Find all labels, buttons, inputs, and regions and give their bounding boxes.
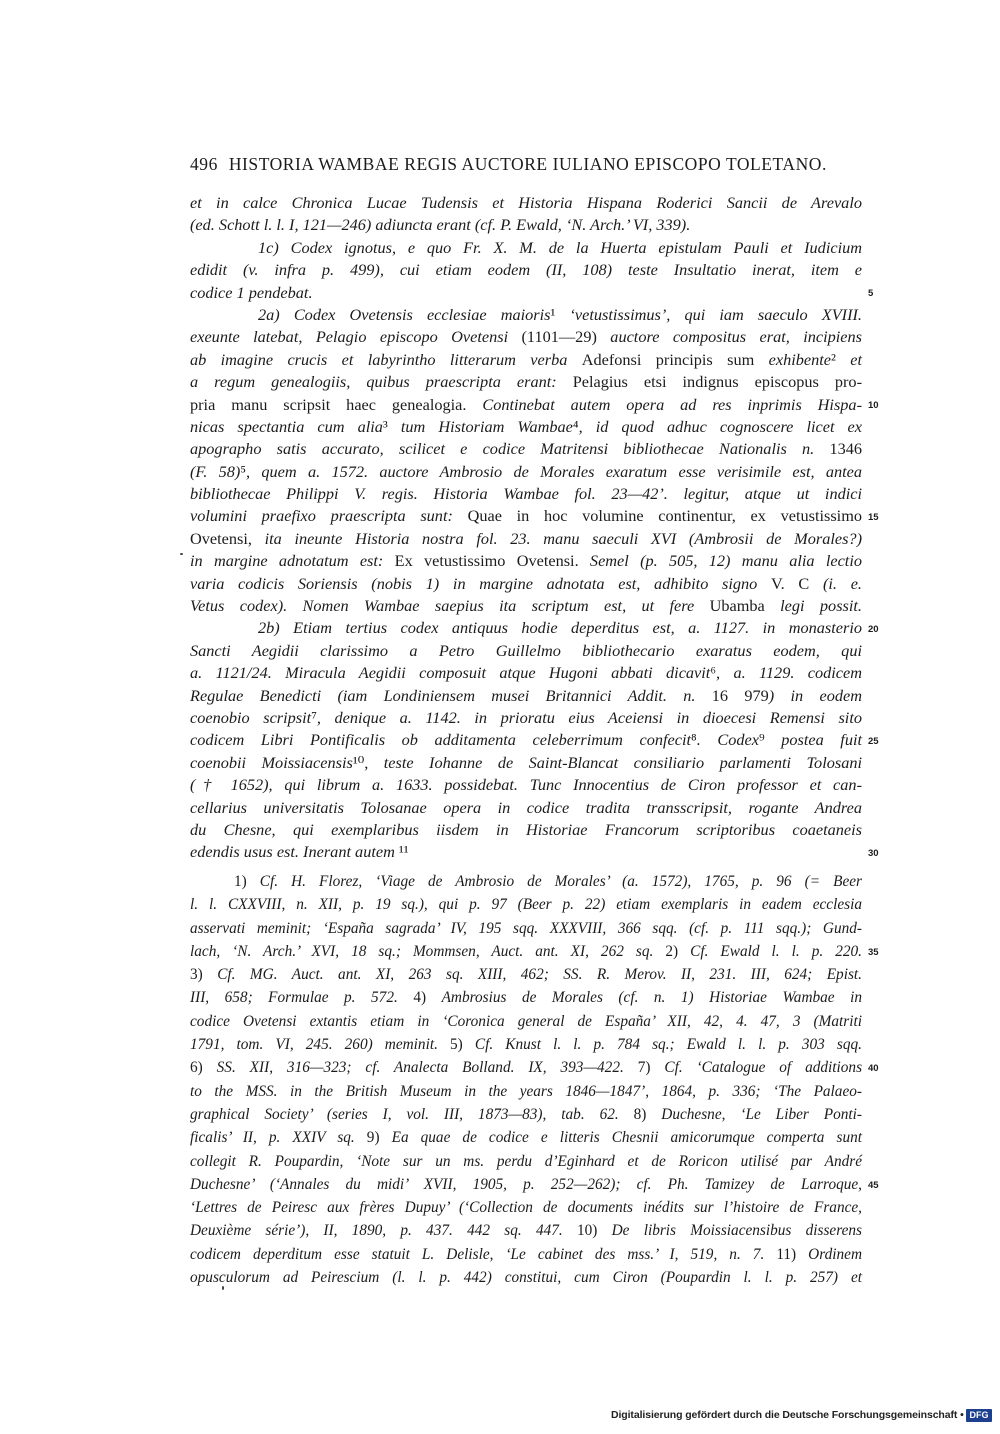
text-run: pria manu scripsit haec genealogia. <box>190 394 467 414</box>
margin-line-number: 35 <box>868 946 879 958</box>
running-header <box>190 154 870 175</box>
text-run: . Codex <box>696 730 759 750</box>
text-run: 11) <box>776 1245 809 1263</box>
body-line <box>190 550 862 572</box>
text-run: postea fuit <box>764 730 863 750</box>
text-run: codicem deperditum esse statuit L. Delisle, ‘Le cabinet des mss.’ I, 519, n. 7. <box>190 1245 777 1263</box>
text-run: Semel (p. 505, 12) manu alia lectio <box>578 551 862 571</box>
margin-line-number: 25 <box>868 735 879 747</box>
text-run: Pelagius etsi indignus episcopus pro- <box>572 372 862 392</box>
text-run: Ordinem <box>808 1245 862 1263</box>
body-line <box>190 394 862 416</box>
text-run: Deuxième série’), II, 1890, p. 437. 442 sq. 447. <box>190 1222 577 1240</box>
text-run: ‘vetustissimus’, qui iam saeculo XVIII. <box>555 304 862 324</box>
body-line <box>190 841 862 863</box>
text-run: 4) <box>413 989 442 1007</box>
dfg-logo: DFG <box>966 1409 992 1422</box>
footnote-line <box>190 1266 862 1289</box>
text-run: asservati meminit; ‘España sagrada’ IV, 195 sqq. XXXVIII, 366 sqq. (cf. p. 111 sqq.); Gund- <box>190 919 862 937</box>
text-run: († 1652), qui librum a. 1633. possidebat. Tunc Innocentius de Ciron professor et can- <box>190 775 862 795</box>
text-run: codice Ovetensi extantis etiam in ‘Coronica general de España’ XII, 42, 4. 47, 3 (Matriti <box>190 1012 862 1030</box>
text-run: , a. 1129. codicem <box>716 663 862 683</box>
footnote-line <box>190 1196 862 1219</box>
text-run: legi possit. <box>764 596 862 616</box>
text-run: exhibente <box>754 349 831 369</box>
text-run: 1346 <box>829 439 862 459</box>
text-run: 3) <box>190 966 218 984</box>
text-run: 8) <box>633 1105 662 1123</box>
text-run: 1c) Codex ignotus, e quo Fr. X. M. de la Huerta epistulam Pauli et Iudicium <box>258 237 862 257</box>
text-run: Ambrosius de Morales (cf. n. 1) Historiae Wambae in <box>441 989 862 1007</box>
footnote-line <box>190 870 862 893</box>
margin-line-number: 10 <box>868 399 879 411</box>
digitization-credit: Digitalisierung gefördert durch die Deutsche Forschungsgemeinschaft • <box>611 1409 964 1421</box>
text-run: 1791, tom. VI, 245. 260) meminit. <box>190 1036 451 1054</box>
text-run: (1101—29) <box>521 327 597 347</box>
footnote-line <box>190 1010 862 1033</box>
footnotes-block <box>190 870 862 1289</box>
text-run: ¹⁰ <box>352 752 365 772</box>
body-line <box>190 729 862 751</box>
footnote-line <box>190 1080 862 1103</box>
text-run: nicas spectantia cum alia <box>190 416 383 436</box>
body-line <box>190 819 862 841</box>
footnote-line <box>190 1243 862 1266</box>
text-run: 16 979 <box>711 685 769 705</box>
text-run: 2a) Codex Ovetensis ecclesiae maioris <box>258 304 551 324</box>
body-line <box>190 595 862 617</box>
text-run: Ea quae de codice e litteris Chesnii amicorumque comperta sunt <box>391 1129 862 1147</box>
body-line <box>190 237 862 259</box>
body-line <box>190 774 862 796</box>
footnote-line <box>190 917 862 940</box>
footnote-line <box>190 986 862 1009</box>
text-run: Adefonsi principis sum <box>581 349 755 369</box>
text-run: Ex vetustissimo Ovetensi. <box>394 551 579 571</box>
text-run: Continebat autem opera ad res inprimis Hispa- <box>466 394 862 414</box>
text-run: ⁹ <box>758 730 765 750</box>
text-run: ab imagine crucis et labyrintho litterarum verba <box>190 349 582 369</box>
body-line <box>190 304 862 326</box>
text-run: ‘Lettres de Peiresc aux frères Dupuy’ (‘Collection de documents inédits sur l’histoire de France, <box>190 1199 862 1217</box>
body-line <box>190 192 862 214</box>
text-run: du Chesne, qui exemplaribus iisdem in Historiae Francorum scriptoribus coaetaneis <box>190 819 862 839</box>
footnote-line <box>190 1103 862 1126</box>
text-run: graphical Society’ (series I, vol. III, 1873—83), tab. 62. <box>190 1105 634 1123</box>
text-run: , denique a. 1142. in prioratu eius Aceiensi in dioecesi Remensi sito <box>316 707 862 727</box>
text-run: volumini praefixo praescripta sunt: <box>190 506 468 526</box>
text-run: ⁸ <box>691 730 697 750</box>
text-run: Duchesne’ (‘Annales du midi’ XVII, 1905, p. 252—262); cf. Ph. Tamizey de Larroque, <box>190 1175 862 1193</box>
text-run: exeunte latebat, Pelagio episcopo Ovetensi <box>190 327 522 347</box>
text-run: Quae in hoc volumine continentur, ex vetustissimo <box>467 506 862 526</box>
text-run: , teste Iohanne de Saint-Blancat consiliario parlamenti Tolosani <box>364 752 862 772</box>
text-run: ³ <box>382 416 388 436</box>
body-line <box>190 662 862 684</box>
text-run: bibliothecae Philippi V. regis. Historia Wambae fol. 23—42’. legitur, atque ut indici <box>190 484 862 504</box>
body-line <box>190 640 862 662</box>
text-run: 10) <box>576 1222 612 1240</box>
footnote-line <box>190 893 862 916</box>
text-run: to the MSS. in the British Museum in the years 1846—1847’, 1864, p. 336; ‘The Palaeo- <box>190 1082 862 1100</box>
text-run: V. C <box>771 573 810 593</box>
text-run: Ovetensi, <box>190 528 252 548</box>
running-title: HISTORIA WAMBAE REGIS AUCTORE IULIANO EPISCOPO TOLETANO. <box>228 154 827 174</box>
footnote-line <box>190 1219 862 1242</box>
text-run: edendis usus est. Inerant autem <box>190 842 395 862</box>
text-run: SS. XII, 316—323; cf. Analecta Bolland. IX, 393—422. <box>216 1059 638 1077</box>
text-run: ficalis’ II, p. XXIV sq. <box>190 1129 367 1147</box>
margin-line-number: 40 <box>868 1063 879 1075</box>
text-run: Ubamba <box>709 596 765 616</box>
text-run: ita ineunte Historia nostra fol. 23. manu saeculi XVI (Ambrosii de Morales?) <box>251 528 862 548</box>
text-run: Sancti Aegidii clarissimo a Petro Guillelmo bibliothecario exaratus eodem, qui <box>190 640 862 660</box>
text-run: (ed. Schott l. l. I, 121—246) adiuncta erant (cf. P. Ewald, ‘N. Arch.’ VI, 339). <box>190 215 691 235</box>
margin-line-number: 5 <box>868 287 874 299</box>
text-run: De libris Moissiacensibus disserens <box>611 1222 862 1240</box>
text-run: a regum genealogiis, quibus praescripta erant: <box>190 372 573 392</box>
text-run: ⁴ <box>572 416 579 436</box>
text-run: Cf. Ewald l. l. p. 220. <box>690 942 862 960</box>
text-run: ⁵ <box>240 461 247 481</box>
text-run: codice 1 pendebat. <box>190 282 313 302</box>
text-run: a. 1121/24. Miracula Aegidii composuit atque Hugoni abbati dicavit <box>190 663 711 683</box>
footnote-line <box>190 1056 862 1079</box>
text-run: 2) <box>665 942 691 960</box>
body-line <box>190 349 862 371</box>
text-run: ⁷ <box>311 707 317 727</box>
text-run: (F. 58) <box>190 461 241 481</box>
body-line <box>190 214 862 236</box>
text-run: 5) <box>450 1036 475 1054</box>
text-run: , id quod adhuc cognoscere licet ex <box>578 416 862 436</box>
footnote-line <box>190 1126 862 1149</box>
text-run: 2b) Etiam tertius codex antiquus hodie deperditus est, a. 1127. in monasterio <box>258 618 862 638</box>
body-line <box>190 752 862 774</box>
text-run: et in calce Chronica Lucae Tudensis et Historia Hispana Roderici Sancii de Arevalo <box>190 193 862 212</box>
footnote-line <box>190 1173 862 1196</box>
text-run: varia codicis Soriensis (nobis 1) in margine adnotata est, adhibito signo <box>190 573 772 593</box>
text-run: tum Historiam Wambae <box>387 416 573 436</box>
text-run: ¹¹ <box>394 842 409 862</box>
main-text-block <box>190 192 862 864</box>
body-line <box>190 797 862 819</box>
text-run: coenobio scripsit <box>190 707 312 727</box>
text-run: Cf. MG. Auct. ant. XI, 263 sq. XIII, 462; SS. R. Merov. II, 231. III, 624; Epist. <box>217 966 862 984</box>
margin-line-number: 15 <box>868 511 879 523</box>
text-run: et <box>835 349 862 369</box>
text-run: collegit R. Poupardin, ‘Note sur un ms. perdu d’Eginhard et de Roricon utilisé par André <box>190 1152 862 1170</box>
body-line <box>190 461 862 483</box>
text-run: l. l. CXXVIII, n. XII, p. 19 sq.), qui p. 97 (Beer p. 22) etiam exemplaris in eadem ecclesia <box>190 896 862 914</box>
body-line <box>190 326 862 348</box>
text-run: Vetus codex). Nomen Wambae saepius ita scriptum est, ut fere <box>190 596 710 616</box>
body-line <box>190 259 862 281</box>
margin-line-number: 45 <box>868 1179 879 1191</box>
text-run: III, 658; Formulae p. 572. <box>190 989 414 1007</box>
body-line <box>190 528 862 550</box>
text-run: Duchesne, ‘Le Liber Ponti- <box>661 1105 862 1123</box>
body-line <box>190 685 862 707</box>
text-run: 6) <box>190 1059 217 1077</box>
body-line <box>190 438 862 460</box>
text-run: opusculorum ad Peirescium (l. l. p. 442) constitui, cum Ciron (Poupardin l. l. p. 257) et <box>190 1269 862 1287</box>
body-line <box>190 371 862 393</box>
text-run: 1) <box>234 873 260 890</box>
text-run: ⁶ <box>710 663 717 683</box>
body-line <box>190 483 862 505</box>
text-run: ¹ <box>550 304 556 324</box>
text-run: Regulae Benedicti (iam Londiniensem musei Britannici Addit. n. <box>190 685 712 705</box>
body-line <box>190 416 862 438</box>
body-line <box>190 707 862 729</box>
text-run: lach, ‘N. Arch.’ XVI, 18 sq.; Mommsen, Auct. ant. XI, 262 sq. <box>190 942 666 960</box>
text-run: cellarius universitatis Tolosanae opera in codice tradita transscripsit, rogante Andrea <box>190 797 862 817</box>
text-run: Cf. H. Florez, ‘Viage de Ambrosio de Morales’ (a. 1572), 1765, p. 96 (= Beer <box>259 873 862 890</box>
footnote-line <box>190 963 862 986</box>
text-run: 9) <box>366 1129 392 1147</box>
text-run: edidit (v. infra p. 499), cui etiam eodem (II, 108) teste Insultatio inerat, item e <box>190 260 862 280</box>
body-line <box>190 505 862 527</box>
footnote-line <box>190 940 862 963</box>
text-run: Cf. Knust l. l. p. 784 sq.; Ewald l. l. p. 303 sqq. <box>474 1036 862 1054</box>
page-number: 496 <box>190 154 218 174</box>
text-run: in margine adnotatum est: <box>190 551 395 571</box>
text-run: 7) <box>637 1059 665 1077</box>
text-run: ² <box>831 349 836 369</box>
margin-line-number: 30 <box>868 847 879 859</box>
text-run: coenobii Moissiacensis <box>190 752 353 772</box>
text-run: Cf. ‘Catalogue of additions <box>664 1059 863 1077</box>
body-line <box>190 617 862 639</box>
text-run: , quem a. 1572. auctore Ambrosio de Morales exaratum esse verisimile est, antea <box>246 461 862 481</box>
text-run: (i. e. <box>809 573 862 593</box>
body-line <box>190 282 862 304</box>
body-line <box>190 573 862 595</box>
footnote-line <box>190 1033 862 1056</box>
text-run: apographo satis accurato, scilicet e codice Matritensi bibliothecae Nationalis n. <box>190 439 830 459</box>
text-run: codicem Libri Pontificalis ob additamenta celeberrimum confecit <box>190 730 691 750</box>
text-run: ) in eodem <box>768 685 862 705</box>
footnote-line <box>190 1150 862 1173</box>
margin-line-number: 20 <box>868 623 879 635</box>
text-run: auctore compositus erat, incipiens <box>596 327 862 347</box>
